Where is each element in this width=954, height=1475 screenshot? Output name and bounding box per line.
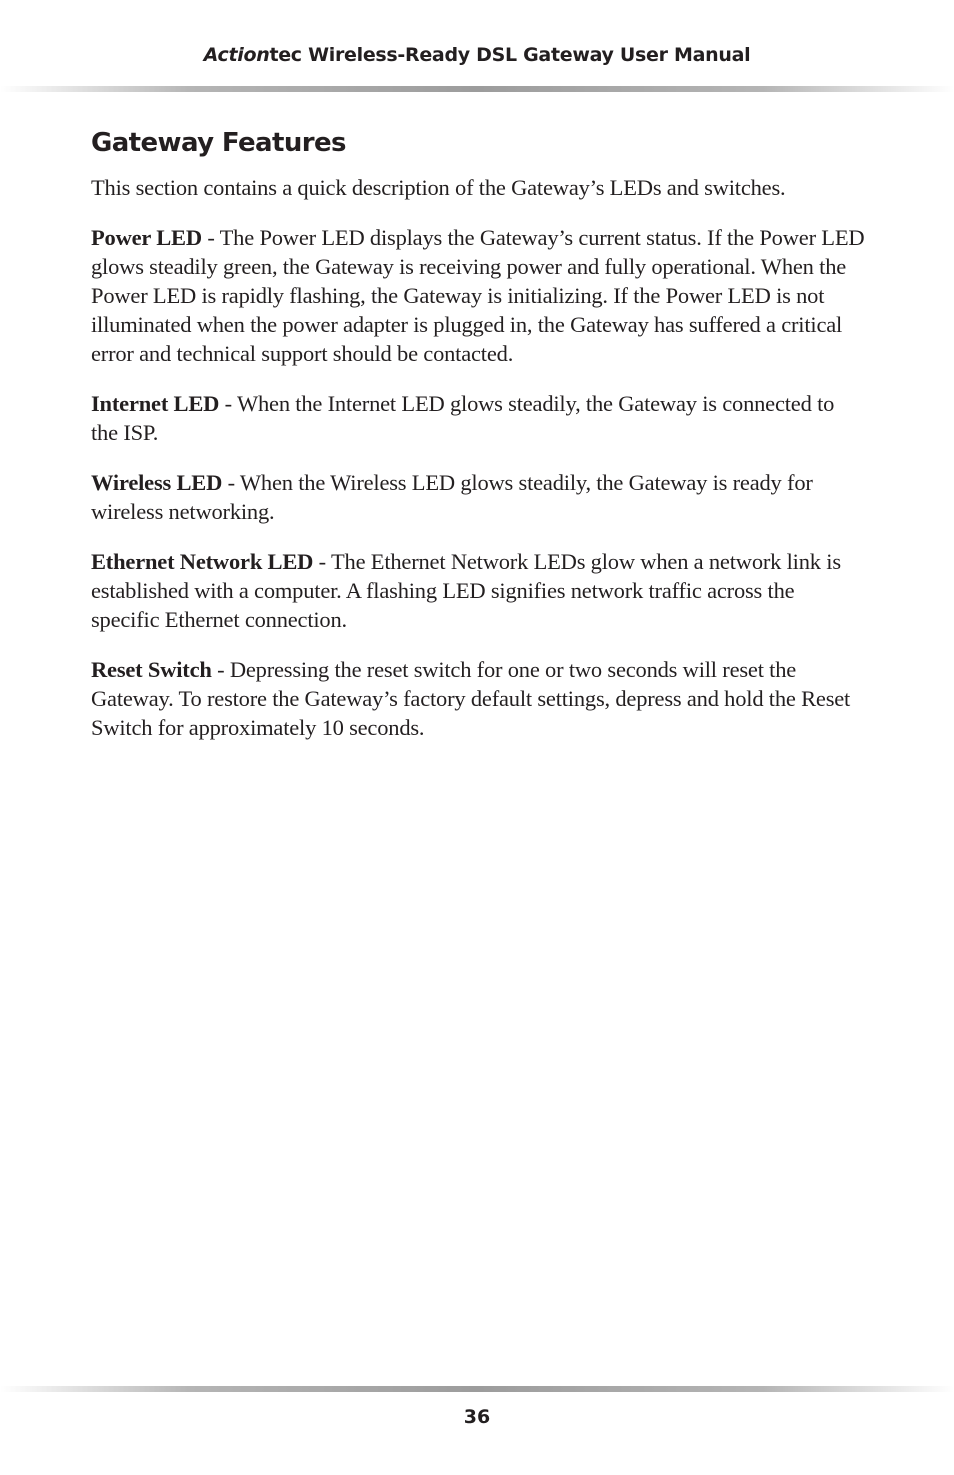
feature-power-led [91, 223, 866, 368]
feature-term: Ethernet Network LED [91, 549, 314, 574]
feature-description: - Depressing the reset switch for one or two seconds will reset the Gateway. To restore the Gateway’s factory default settings, depress and hold the Reset Switch for approximately 10 seconds. [91, 657, 851, 740]
page-number: 36 [463, 1406, 491, 1428]
header-title: tec Wireless-Ready DSL Gateway User Manual [269, 44, 751, 66]
feature-wireless-led [91, 468, 866, 526]
section-intro: This section contains a quick description of the Gateway’s LEDs and switches. [91, 175, 786, 200]
feature-description: - When the Wireless LED glows steadily, the Gateway is ready for wireless networking. [91, 470, 813, 524]
feature-term: Power LED [91, 225, 202, 250]
feature-term: Reset Switch [91, 657, 212, 682]
section-title: Gateway Features [91, 128, 346, 158]
footer-divider [0, 1386, 954, 1392]
feature-ethernet-led [91, 547, 866, 634]
page-content [91, 124, 866, 763]
feature-term: Internet LED [91, 391, 220, 416]
feature-term: Wireless LED [91, 470, 223, 495]
feature-description: - The Power LED displays the Gateway’s current status. If the Power LED glows steadily green, the Gateway is receiving power and fully operational. When the Power LED is rapidly flashing, the Gateway is initializing. If the Power LED is not illuminated when the power adapter is plugged in, the Gateway has suffered a critical error and technical support should be contacted. [91, 225, 865, 366]
running-header [0, 44, 954, 66]
header-divider [0, 86, 954, 92]
feature-description: - The Ethernet Network LEDs glow when a network link is established with a computer. A flashing LED signifies network traffic across the specific Ethernet connection. [91, 549, 841, 632]
feature-reset-switch [91, 655, 866, 742]
feature-description: - When the Internet LED glows steadily, the Gateway is connected to the ISP. [91, 391, 835, 445]
feature-internet-led [91, 389, 866, 447]
header-brand: Action [203, 44, 270, 66]
